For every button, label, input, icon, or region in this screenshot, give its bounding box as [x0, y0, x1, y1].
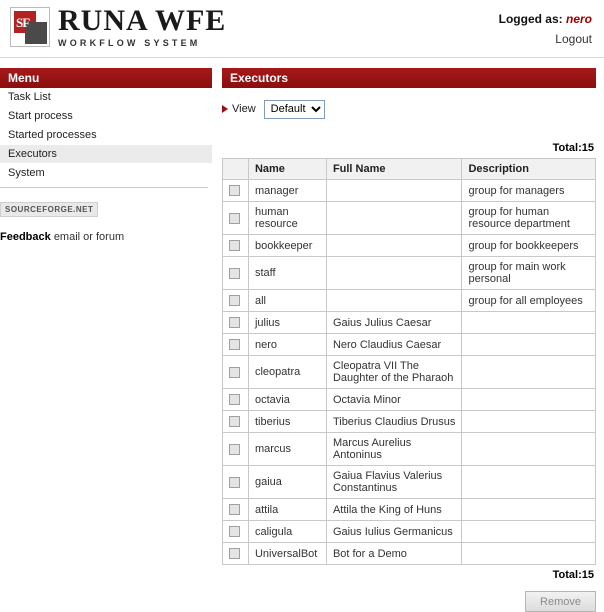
- row-checkbox-cell[interactable]: [223, 312, 249, 334]
- triangle-right-icon: [222, 105, 228, 113]
- cell-full-name: Marcus Aurelius Antoninus: [326, 433, 462, 466]
- cell-full-name: Gaius Iulius Germanicus: [326, 521, 462, 543]
- cell-full-name: Tiberius Claudius Drusus: [326, 411, 462, 433]
- table-row[interactable]: [223, 180, 596, 202]
- brand-logo: [10, 6, 226, 48]
- cell-description: [462, 521, 596, 543]
- cell-description: group for all employees: [462, 290, 596, 312]
- cell-name[interactable]: julius: [248, 312, 326, 334]
- sidebar-divider: [0, 187, 208, 188]
- brand-title: RUNA WFE: [58, 4, 227, 37]
- sidebar-item-executors[interactable]: [0, 145, 212, 164]
- checkbox-icon[interactable]: [229, 504, 240, 515]
- row-checkbox-cell[interactable]: [223, 257, 249, 290]
- checkbox-icon[interactable]: [229, 213, 240, 224]
- cell-description: [462, 389, 596, 411]
- table-row[interactable]: [223, 202, 596, 235]
- checkbox-icon[interactable]: [229, 526, 240, 537]
- table-row[interactable]: [223, 543, 596, 565]
- view-label: View: [232, 103, 256, 115]
- cell-description: [462, 543, 596, 565]
- table-row[interactable]: [223, 411, 596, 433]
- table-row[interactable]: [223, 312, 596, 334]
- feedback-block: [0, 231, 212, 243]
- row-checkbox-cell[interactable]: [223, 180, 249, 202]
- logged-as-label: Logged as:: [498, 12, 563, 26]
- checkbox-icon[interactable]: [229, 295, 240, 306]
- sidebar-item-start-process[interactable]: [0, 107, 212, 126]
- cell-description: [462, 466, 596, 499]
- feedback-label: Feedback: [0, 231, 51, 243]
- cell-full-name: [326, 235, 462, 257]
- checkbox-icon[interactable]: [229, 185, 240, 196]
- cell-name[interactable]: manager: [248, 180, 326, 202]
- table-row[interactable]: [223, 521, 596, 543]
- row-checkbox-cell[interactable]: [223, 356, 249, 389]
- sidebar-item-label[interactable]: System: [8, 167, 45, 179]
- table-row[interactable]: [223, 235, 596, 257]
- cell-name[interactable]: octavia: [248, 389, 326, 411]
- row-checkbox-cell[interactable]: [223, 202, 249, 235]
- table-row[interactable]: [223, 433, 596, 466]
- brand-subtitle: WORKFLOW SYSTEM: [58, 38, 201, 48]
- cell-name[interactable]: bookkeeper: [248, 235, 326, 257]
- table-row[interactable]: [223, 389, 596, 411]
- table-row[interactable]: [223, 466, 596, 499]
- cell-full-name: [326, 257, 462, 290]
- table-row[interactable]: [223, 334, 596, 356]
- feedback-links[interactable]: email or forum: [53, 231, 125, 243]
- row-checkbox-cell[interactable]: [223, 521, 249, 543]
- cell-name[interactable]: staff: [248, 257, 326, 290]
- sidebar-item-label[interactable]: Executors: [8, 148, 57, 160]
- sourceforge-logo-icon: [10, 7, 50, 47]
- current-username: nero: [565, 12, 592, 26]
- cell-name[interactable]: tiberius: [248, 411, 326, 433]
- sidebar-item-label[interactable]: Started processes: [8, 129, 97, 141]
- checkbox-icon[interactable]: [229, 416, 240, 427]
- checkbox-icon[interactable]: [229, 367, 240, 378]
- cell-description: [462, 433, 596, 466]
- remove-button[interactable]: Remove: [525, 591, 596, 612]
- row-checkbox-cell[interactable]: [223, 290, 249, 312]
- cell-name[interactable]: attila: [248, 499, 326, 521]
- checkbox-icon[interactable]: [229, 240, 240, 251]
- checkbox-icon[interactable]: [229, 339, 240, 350]
- checkbox-icon[interactable]: [229, 548, 240, 559]
- row-checkbox-cell[interactable]: [223, 389, 249, 411]
- cell-description: [462, 334, 596, 356]
- row-checkbox-cell[interactable]: [223, 499, 249, 521]
- checkbox-icon[interactable]: [229, 477, 240, 488]
- cell-description: group for managers: [462, 180, 596, 202]
- cell-full-name: Cleopatra VII The Daughter of the Pharaoh: [326, 356, 462, 389]
- checkbox-icon[interactable]: [229, 268, 240, 279]
- table-row[interactable]: [223, 356, 596, 389]
- cell-full-name: Gaius Julius Caesar: [326, 312, 462, 334]
- table-row[interactable]: [223, 257, 596, 290]
- cell-name[interactable]: UniversalBot: [248, 543, 326, 565]
- content-title: Executors: [222, 68, 596, 88]
- cell-full-name: [326, 290, 462, 312]
- column-header-description[interactable]: Description: [462, 159, 596, 180]
- table-header-row: [223, 159, 596, 180]
- cell-name[interactable]: cleopatra: [248, 356, 326, 389]
- row-checkbox-cell[interactable]: [223, 466, 249, 499]
- row-checkbox-cell[interactable]: [223, 411, 249, 433]
- cell-full-name: [326, 180, 462, 202]
- total-count-bottom: Total:15: [552, 569, 594, 581]
- sidebar-item-started-processes[interactable]: [0, 126, 212, 145]
- sidebar-item-label[interactable]: Task List: [8, 91, 51, 103]
- cell-full-name: Bot for a Demo: [326, 543, 462, 565]
- sidebar-item-system[interactable]: [0, 164, 212, 183]
- cell-description: group for bookkeepers: [462, 235, 596, 257]
- table-row[interactable]: [223, 499, 596, 521]
- cell-description: group for human resource department: [462, 202, 596, 235]
- cell-description: group for main work personal: [462, 257, 596, 290]
- cell-full-name: Attila the King of Huns: [326, 499, 462, 521]
- sidebar-menu: [0, 88, 212, 183]
- cell-name[interactable]: gaiua: [248, 466, 326, 499]
- checkbox-icon[interactable]: [229, 317, 240, 328]
- checkbox-icon[interactable]: [229, 444, 240, 455]
- logo-letters: SF: [16, 15, 30, 30]
- cell-name[interactable]: nero: [248, 334, 326, 356]
- executors-table: [222, 158, 596, 565]
- cell-name[interactable]: all: [248, 290, 326, 312]
- cell-description: [462, 499, 596, 521]
- sidebar: [0, 68, 212, 243]
- row-checkbox-cell[interactable]: [223, 543, 249, 565]
- select-all-header[interactable]: [223, 159, 249, 180]
- sidebar-title: Menu: [0, 68, 212, 88]
- content-panel: [222, 68, 596, 612]
- view-select[interactable]: [264, 100, 325, 119]
- row-checkbox-cell[interactable]: [223, 433, 249, 466]
- row-checkbox-cell[interactable]: [223, 334, 249, 356]
- cell-full-name: [326, 202, 462, 235]
- view-selector-row: [222, 98, 596, 120]
- cell-name[interactable]: marcus: [248, 433, 326, 466]
- logout-link[interactable]: Logout: [555, 32, 592, 46]
- cell-full-name: Octavia Minor: [326, 389, 462, 411]
- cell-full-name: Nero Claudius Caesar: [326, 334, 462, 356]
- cell-name[interactable]: human resource: [248, 202, 326, 235]
- page-header: [0, 0, 604, 58]
- total-count-top: Total:15: [552, 142, 594, 154]
- cell-description: [462, 356, 596, 389]
- sidebar-item-label[interactable]: Start process: [8, 110, 73, 122]
- sidebar-item-task-list[interactable]: [0, 88, 212, 107]
- cell-name[interactable]: caligula: [248, 521, 326, 543]
- cell-description: [462, 312, 596, 334]
- login-info: [499, 12, 592, 46]
- cell-full-name: Gaiua Flavius Valerius Constantinus: [326, 466, 462, 499]
- row-checkbox-cell[interactable]: [223, 235, 249, 257]
- cell-description: [462, 411, 596, 433]
- sourceforge-badge[interactable]: SOURCEFORGE.NET: [0, 202, 98, 217]
- column-header-name[interactable]: Name: [248, 159, 326, 180]
- column-header-full-name[interactable]: Full Name: [326, 159, 462, 180]
- checkbox-icon[interactable]: [229, 394, 240, 405]
- table-row[interactable]: [223, 290, 596, 312]
